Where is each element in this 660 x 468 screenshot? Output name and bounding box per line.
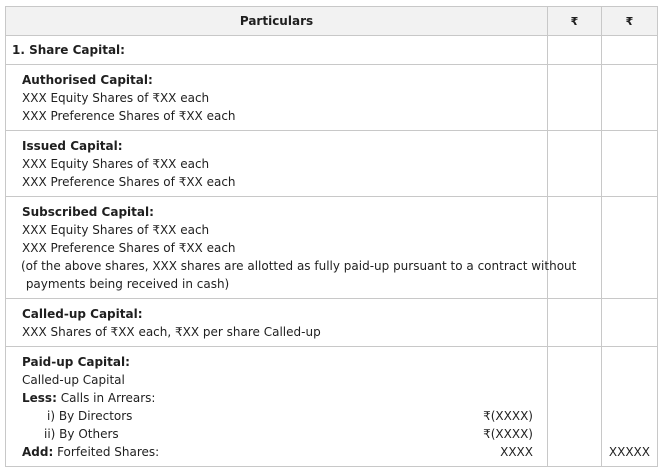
add-label: Add: (22, 445, 54, 459)
forfeited-amount: XXXX (500, 445, 533, 459)
empty-cell (548, 36, 602, 65)
others-amount: ₹(XXXX) (483, 427, 533, 441)
empty-cell (602, 197, 658, 299)
subscribed-note-2: payments being received in cash) (22, 277, 230, 291)
empty-cell (548, 65, 602, 131)
empty-cell (602, 299, 658, 347)
paid-up-title: Paid-up Capital: (22, 355, 130, 369)
empty-cell (602, 131, 658, 197)
called-up-line: XXX Shares of ₹XX each, ₹XX per share Called-up (22, 325, 321, 339)
less-text: Calls in Arrears: (56, 391, 156, 405)
empty-cell (602, 65, 658, 131)
add-text: Forfeited Shares: (53, 445, 160, 459)
others-label: ii) By Others (44, 427, 119, 441)
issued-title: Issued Capital: (22, 139, 123, 153)
issued-line: XXX Equity Shares of ₹XX each (22, 157, 210, 171)
empty-cell (548, 197, 602, 299)
empty-cell (602, 36, 658, 65)
header-row (6, 7, 658, 36)
share-capital-title: 1. Share Capital: (12, 43, 125, 57)
issued-row (6, 131, 658, 197)
subscribed-line: XXX Preference Shares of ₹XX each (22, 241, 236, 255)
called-up-title: Called-up Capital: (22, 307, 143, 321)
rupee-header-1: ₹ (548, 7, 602, 36)
paid-up-total: XXXXX (602, 347, 658, 467)
less-label: Less: (22, 391, 57, 405)
share-capital-row (6, 36, 658, 65)
forfeited-line (22, 443, 535, 461)
others-line (22, 425, 535, 443)
empty-cell (548, 131, 602, 197)
called-up-capital-line: Called-up Capital (22, 373, 125, 387)
directors-label: i) By Directors (47, 409, 133, 423)
called-up-row (6, 299, 658, 347)
subscribed-note-1: (of the above shares, XXX shares are allotted as fully paid-up pursuant to a contract without (21, 259, 577, 273)
authorised-row (6, 65, 658, 131)
directors-amount: ₹(XXXX) (483, 409, 533, 423)
less-line (22, 389, 535, 407)
empty-cell (548, 347, 602, 467)
rupee-header-2: ₹ (602, 7, 658, 36)
subscribed-title: Subscribed Capital: (22, 205, 154, 219)
share-capital-table (5, 6, 658, 467)
directors-line (22, 407, 535, 425)
issued-line: XXX Preference Shares of ₹XX each (22, 175, 236, 189)
empty-cell (548, 299, 602, 347)
authorised-line: XXX Preference Shares of ₹XX each (22, 109, 236, 123)
subscribed-row (6, 197, 658, 299)
subscribed-line: XXX Equity Shares of ₹XX each (22, 223, 210, 237)
particulars-header: Particulars (6, 7, 548, 36)
paid-up-row (6, 347, 658, 467)
authorised-title: Authorised Capital: (22, 73, 153, 87)
authorised-line: XXX Equity Shares of ₹XX each (22, 91, 210, 105)
